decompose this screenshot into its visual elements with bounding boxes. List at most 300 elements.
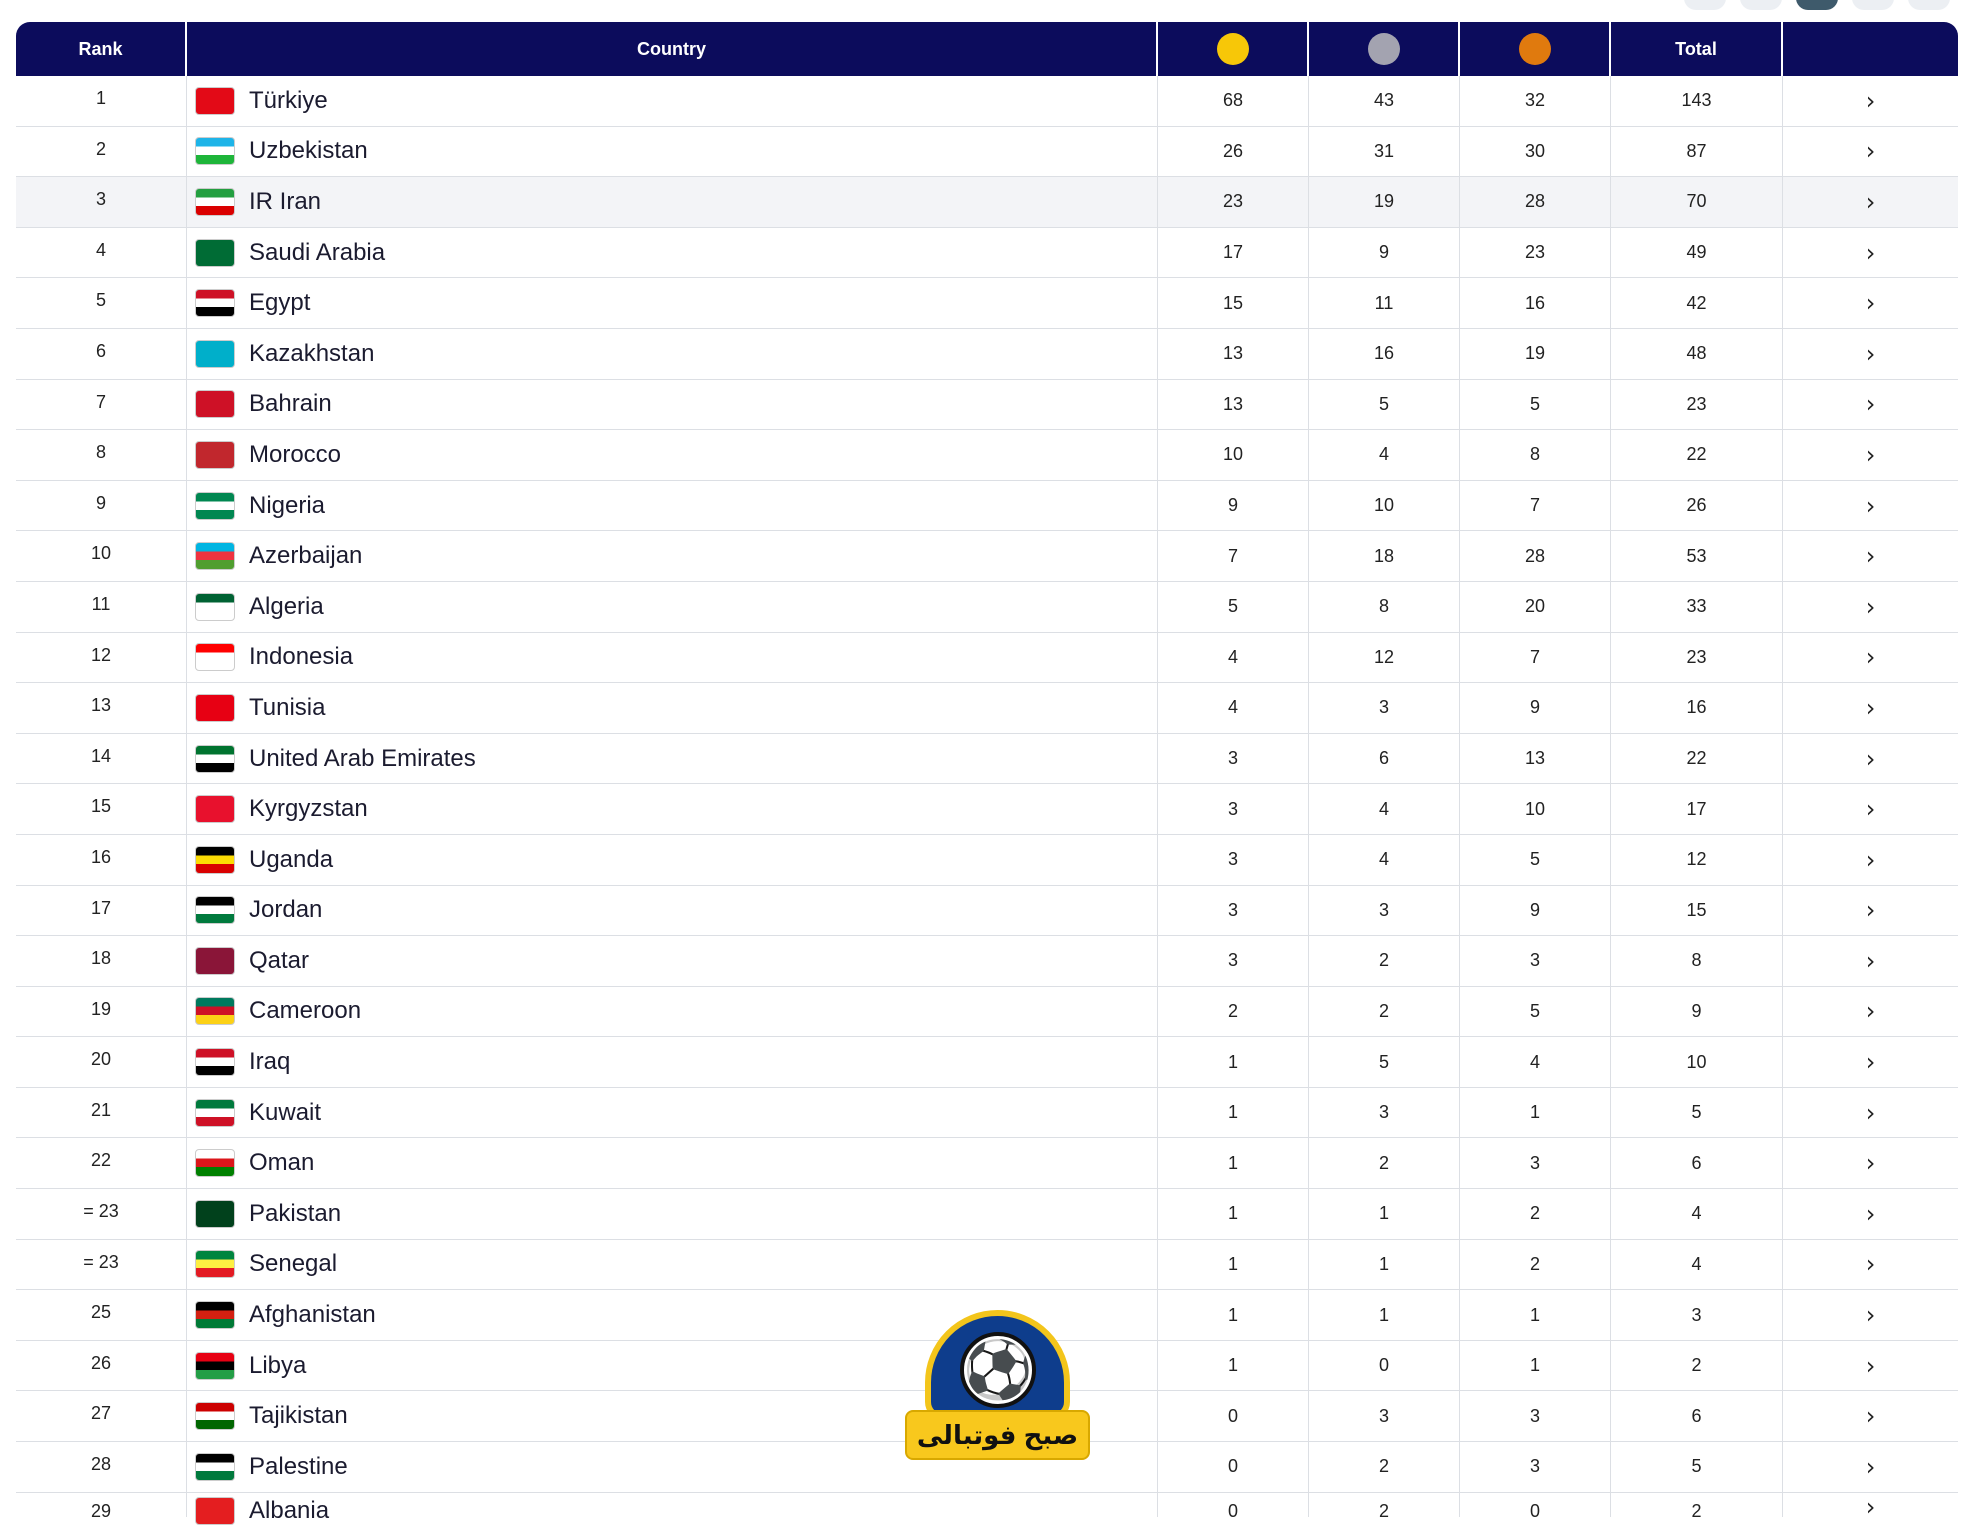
rank-cell: = 23 <box>16 1240 187 1290</box>
country-name: United Arab Emirates <box>249 744 476 772</box>
table-row[interactable] <box>16 784 1958 835</box>
rank-cell: 14 <box>16 734 187 784</box>
gold-cell: 1 <box>1158 1189 1309 1239</box>
total-cell: 143 <box>1611 76 1783 126</box>
gold-medal-icon <box>1217 33 1249 65</box>
silver-cell: 16 <box>1309 329 1460 379</box>
table-row[interactable] <box>16 1189 1958 1240</box>
silver-cell: 3 <box>1309 1088 1460 1138</box>
rank-cell: 7 <box>16 380 187 430</box>
gold-cell: 9 <box>1158 481 1309 531</box>
row-detail-button[interactable] <box>1783 1189 1958 1239</box>
flag-icon <box>195 1099 235 1127</box>
country-cell <box>187 481 1158 531</box>
total-cell: 5 <box>1611 1442 1783 1492</box>
country-name: Türkiye <box>249 86 328 114</box>
table-row[interactable] <box>16 1240 1958 1291</box>
rank-cell: 1 <box>16 76 187 126</box>
silver-cell: 2 <box>1309 936 1460 986</box>
silver-cell: 2 <box>1309 987 1460 1037</box>
flag-icon <box>195 1048 235 1076</box>
table-row[interactable] <box>16 987 1958 1038</box>
row-detail-button[interactable] <box>1783 228 1958 278</box>
total-cell: 6 <box>1611 1391 1783 1441</box>
country-cell <box>187 76 1158 126</box>
header-silver[interactable] <box>1309 22 1460 76</box>
gold-cell: 15 <box>1158 278 1309 328</box>
bronze-cell: 3 <box>1460 936 1611 986</box>
bronze-cell: 13 <box>1460 734 1611 784</box>
country-cell <box>187 278 1158 328</box>
gold-cell: 13 <box>1158 380 1309 430</box>
country-name: Senegal <box>249 1250 338 1278</box>
row-detail-button[interactable] <box>1783 76 1958 126</box>
flag-icon <box>195 1453 235 1481</box>
flag-icon <box>195 643 235 671</box>
country-name: Tajikistan <box>249 1402 348 1430</box>
total-cell: 10 <box>1611 1037 1783 1087</box>
silver-medal-icon <box>1368 33 1400 65</box>
bronze-cell: 16 <box>1460 278 1611 328</box>
silver-cell: 43 <box>1309 76 1460 126</box>
gold-cell: 0 <box>1158 1493 1309 1517</box>
country-cell <box>187 987 1158 1037</box>
bronze-cell: 9 <box>1460 683 1611 733</box>
gold-cell: 13 <box>1158 329 1309 379</box>
row-detail-button[interactable] <box>1783 683 1958 733</box>
gold-cell: 3 <box>1158 734 1309 784</box>
chevron-right-icon: › <box>1865 896 1876 925</box>
bronze-cell: 28 <box>1460 531 1611 581</box>
row-detail-button[interactable] <box>1783 1341 1958 1391</box>
flag-icon <box>195 1250 235 1278</box>
total-cell: 2 <box>1611 1493 1783 1517</box>
silver-cell: 18 <box>1309 531 1460 581</box>
flag-icon <box>195 390 235 418</box>
rank-cell: 4 <box>16 228 187 278</box>
gold-cell: 0 <box>1158 1391 1309 1441</box>
bronze-cell: 8 <box>1460 430 1611 480</box>
row-detail-button[interactable] <box>1783 1492 1958 1521</box>
total-cell: 87 <box>1611 127 1783 177</box>
flag-icon <box>195 188 235 216</box>
silver-cell: 1 <box>1309 1189 1460 1239</box>
total-cell: 4 <box>1611 1189 1783 1239</box>
chevron-right-icon: › <box>1865 997 1876 1026</box>
bronze-cell: 1 <box>1460 1290 1611 1340</box>
row-detail-button[interactable] <box>1783 1442 1958 1492</box>
table-row[interactable] <box>16 481 1958 532</box>
rank-cell: 18 <box>16 936 187 986</box>
silver-cell: 1 <box>1309 1240 1460 1290</box>
country-cell <box>187 1189 1158 1239</box>
country-cell <box>187 430 1158 480</box>
table-row[interactable] <box>16 531 1958 582</box>
table-row[interactable] <box>16 127 1958 178</box>
header-country[interactable]: Country <box>187 22 1158 76</box>
chevron-right-icon: › <box>1865 592 1876 621</box>
header-spacer <box>1783 22 1958 76</box>
country-name: Azerbaijan <box>249 542 363 570</box>
page-button[interactable] <box>1684 0 1726 10</box>
silver-cell: 11 <box>1309 278 1460 328</box>
rank-cell: 16 <box>16 835 187 885</box>
chevron-right-icon: › <box>1865 1452 1876 1481</box>
gold-cell: 10 <box>1158 430 1309 480</box>
country-name: Egypt <box>249 289 311 317</box>
country-name: Uzbekistan <box>249 137 368 165</box>
rank-cell: 12 <box>16 633 187 683</box>
table-row[interactable] <box>16 1138 1958 1189</box>
country-cell <box>187 380 1158 430</box>
country-cell <box>187 633 1158 683</box>
total-cell: 2 <box>1611 1341 1783 1391</box>
logo-text: صبح فوتبالی <box>905 1410 1090 1460</box>
total-cell: 4 <box>1611 1240 1783 1290</box>
rank-cell: 27 <box>16 1391 187 1441</box>
country-cell <box>187 835 1158 885</box>
total-cell: 22 <box>1611 430 1783 480</box>
row-detail-button[interactable] <box>1783 278 1958 328</box>
table-row[interactable] <box>16 430 1958 481</box>
silver-cell: 6 <box>1309 734 1460 784</box>
table-row[interactable] <box>16 380 1958 431</box>
row-detail-button[interactable] <box>1783 531 1958 581</box>
total-cell: 12 <box>1611 835 1783 885</box>
country-name: IR Iran <box>249 187 322 215</box>
table-body <box>16 76 1958 1493</box>
row-detail-button[interactable] <box>1783 936 1958 986</box>
flag-icon <box>195 1402 235 1430</box>
rank-cell: 8 <box>16 430 187 480</box>
chevron-right-icon: › <box>1865 1098 1876 1127</box>
row-detail-button[interactable] <box>1783 633 1958 683</box>
country-cell <box>187 177 1158 227</box>
gold-cell: 4 <box>1158 683 1309 733</box>
bronze-cell: 9 <box>1460 886 1611 936</box>
country-cell <box>187 784 1158 834</box>
row-detail-button[interactable] <box>1783 886 1958 936</box>
bronze-cell: 0 <box>1460 1493 1611 1517</box>
silver-cell: 9 <box>1309 228 1460 278</box>
gold-cell: 68 <box>1158 76 1309 126</box>
country-name: Indonesia <box>249 643 354 671</box>
flag-icon <box>195 795 235 823</box>
row-detail-button[interactable] <box>1783 481 1958 531</box>
rank-cell: 9 <box>16 481 187 531</box>
row-detail-button[interactable] <box>1783 1088 1958 1138</box>
rank-cell: 3 <box>16 177 187 227</box>
table-row[interactable] <box>16 582 1958 633</box>
bronze-cell: 19 <box>1460 329 1611 379</box>
header-gold[interactable] <box>1158 22 1309 76</box>
chevron-right-icon: › <box>1865 1250 1876 1279</box>
total-cell: 6 <box>1611 1138 1783 1188</box>
table-row[interactable] <box>16 936 1958 987</box>
rank-cell: 2 <box>16 127 187 177</box>
total-cell: 26 <box>1611 481 1783 531</box>
flag-icon <box>195 289 235 317</box>
country-cell <box>187 329 1158 379</box>
bronze-cell: 2 <box>1460 1189 1611 1239</box>
bronze-cell: 3 <box>1460 1391 1611 1441</box>
table-row[interactable] <box>16 329 1958 380</box>
chevron-right-icon: › <box>1865 795 1876 824</box>
rank-cell: 29 <box>16 1493 187 1517</box>
chevron-right-icon: › <box>1865 946 1876 975</box>
chevron-right-icon: › <box>1865 1402 1876 1431</box>
gold-cell: 1 <box>1158 1088 1309 1138</box>
row-detail-button[interactable] <box>1783 734 1958 784</box>
bronze-cell: 2 <box>1460 1240 1611 1290</box>
page-button[interactable] <box>1740 0 1782 10</box>
gold-cell: 4 <box>1158 633 1309 683</box>
silver-cell: 1 <box>1309 1290 1460 1340</box>
chevron-right-icon: › <box>1865 238 1876 267</box>
chevron-right-icon: › <box>1865 1351 1876 1380</box>
flag-icon <box>195 593 235 621</box>
chevron-right-icon: › <box>1865 1199 1876 1228</box>
bronze-cell: 20 <box>1460 582 1611 632</box>
bronze-medal-icon <box>1519 33 1551 65</box>
table-row[interactable] <box>16 835 1958 886</box>
silver-cell: 2 <box>1309 1493 1460 1517</box>
total-cell: 22 <box>1611 734 1783 784</box>
total-cell: 5 <box>1611 1088 1783 1138</box>
flag-icon <box>195 340 235 368</box>
silver-cell: 8 <box>1309 582 1460 632</box>
soccer-ball-icon: ⚽ <box>960 1332 1036 1408</box>
total-cell: 49 <box>1611 228 1783 278</box>
chevron-right-icon: › <box>1865 542 1876 571</box>
gold-cell: 3 <box>1158 784 1309 834</box>
bronze-cell: 23 <box>1460 228 1611 278</box>
total-cell: 16 <box>1611 683 1783 733</box>
flag-icon <box>195 846 235 874</box>
row-detail-button[interactable] <box>1783 1240 1958 1290</box>
page-button[interactable] <box>1852 0 1894 10</box>
flag-icon <box>195 542 235 570</box>
flag-icon <box>195 745 235 773</box>
gold-cell: 3 <box>1158 936 1309 986</box>
country-name: Uganda <box>249 845 334 873</box>
total-cell: 9 <box>1611 987 1783 1037</box>
rank-cell: = 23 <box>16 1189 187 1239</box>
gold-cell: 1 <box>1158 1037 1309 1087</box>
row-detail-button[interactable] <box>1783 1037 1958 1087</box>
country-name: Nigeria <box>249 491 326 519</box>
silver-cell: 19 <box>1309 177 1460 227</box>
chevron-right-icon: › <box>1865 137 1876 166</box>
page-button[interactable] <box>1908 0 1950 10</box>
bronze-cell: 30 <box>1460 127 1611 177</box>
country-name: Bahrain <box>249 390 332 418</box>
chevron-right-icon: › <box>1865 845 1876 874</box>
total-cell: 17 <box>1611 784 1783 834</box>
rank-cell: 17 <box>16 886 187 936</box>
table-row[interactable] <box>16 177 1958 228</box>
bronze-cell: 10 <box>1460 784 1611 834</box>
page-button-active[interactable] <box>1796 0 1838 10</box>
country-cell <box>187 1088 1158 1138</box>
bronze-cell: 32 <box>1460 76 1611 126</box>
silver-cell: 12 <box>1309 633 1460 683</box>
row-detail-button[interactable] <box>1783 177 1958 227</box>
flag-icon <box>195 1497 235 1525</box>
row-detail-button[interactable] <box>1783 1138 1958 1188</box>
country-name: Palestine <box>249 1452 348 1480</box>
total-cell: 15 <box>1611 886 1783 936</box>
bronze-cell: 1 <box>1460 1088 1611 1138</box>
gold-cell: 3 <box>1158 886 1309 936</box>
table-row[interactable] <box>16 734 1958 785</box>
country-cell <box>187 734 1158 784</box>
table-row[interactable] <box>16 76 1958 127</box>
silver-cell: 10 <box>1309 481 1460 531</box>
rank-cell: 10 <box>16 531 187 581</box>
row-detail-button[interactable] <box>1783 1290 1958 1340</box>
bronze-cell: 5 <box>1460 835 1611 885</box>
table-row[interactable] <box>16 278 1958 329</box>
flag-icon <box>195 694 235 722</box>
header-bronze[interactable] <box>1460 22 1611 76</box>
rank-cell: 6 <box>16 329 187 379</box>
country-name: Pakistan <box>249 1199 342 1227</box>
bronze-cell: 1 <box>1460 1341 1611 1391</box>
table-row[interactable] <box>16 228 1958 279</box>
flag-icon <box>195 441 235 469</box>
row-detail-button[interactable] <box>1783 127 1958 177</box>
gold-cell: 0 <box>1158 1442 1309 1492</box>
pagination <box>1684 0 1950 10</box>
bronze-cell: 7 <box>1460 633 1611 683</box>
country-cell <box>187 683 1158 733</box>
silver-cell: 2 <box>1309 1442 1460 1492</box>
flag-icon <box>195 1149 235 1177</box>
country-cell <box>187 1493 1158 1524</box>
table-row-partial[interactable] <box>16 1492 1958 1524</box>
row-detail-button[interactable] <box>1783 380 1958 430</box>
country-name: Morocco <box>249 440 342 468</box>
silver-cell: 3 <box>1309 886 1460 936</box>
flag-icon <box>195 87 235 115</box>
total-cell: 8 <box>1611 936 1783 986</box>
header-rank[interactable]: Rank <box>16 22 187 76</box>
flag-icon <box>195 1352 235 1380</box>
header-total[interactable]: Total <box>1611 22 1783 76</box>
country-name: Afghanistan <box>249 1301 376 1329</box>
row-detail-button[interactable] <box>1783 329 1958 379</box>
country-cell <box>187 1037 1158 1087</box>
gold-cell: 2 <box>1158 987 1309 1037</box>
country-cell <box>187 936 1158 986</box>
gold-cell: 3 <box>1158 835 1309 885</box>
country-name: Cameroon <box>249 997 362 1025</box>
rank-cell: 25 <box>16 1290 187 1340</box>
total-cell: 3 <box>1611 1290 1783 1340</box>
country-name: Libya <box>249 1351 307 1379</box>
rank-cell: 13 <box>16 683 187 733</box>
chevron-right-icon: › <box>1865 693 1876 722</box>
chevron-right-icon: › <box>1865 86 1876 115</box>
gold-cell: 1 <box>1158 1290 1309 1340</box>
bronze-cell: 3 <box>1460 1442 1611 1492</box>
gold-cell: 1 <box>1158 1341 1309 1391</box>
table-row[interactable] <box>16 633 1958 684</box>
table-row[interactable] <box>16 1037 1958 1088</box>
country-cell <box>187 127 1158 177</box>
silver-cell: 4 <box>1309 430 1460 480</box>
gold-cell: 7 <box>1158 531 1309 581</box>
table-row[interactable] <box>16 1088 1958 1139</box>
row-detail-button[interactable] <box>1783 582 1958 632</box>
country-name: Kazakhstan <box>249 339 375 367</box>
gold-cell: 23 <box>1158 177 1309 227</box>
gold-cell: 5 <box>1158 582 1309 632</box>
chevron-right-icon: › <box>1865 187 1876 216</box>
country-name: Tunisia <box>249 693 326 721</box>
country-name: Kuwait <box>249 1098 322 1126</box>
silver-cell: 4 <box>1309 835 1460 885</box>
table-row[interactable] <box>16 886 1958 937</box>
chevron-right-icon: › <box>1865 744 1876 773</box>
total-cell: 70 <box>1611 177 1783 227</box>
total-cell: 33 <box>1611 582 1783 632</box>
silver-cell: 5 <box>1309 380 1460 430</box>
rank-cell: 28 <box>16 1442 187 1492</box>
watermark-logo <box>905 1310 1090 1462</box>
total-cell: 23 <box>1611 633 1783 683</box>
country-name: Saudi Arabia <box>249 238 386 266</box>
silver-cell: 0 <box>1309 1341 1460 1391</box>
chevron-right-icon: › <box>1865 289 1876 318</box>
total-cell: 53 <box>1611 531 1783 581</box>
table-row[interactable] <box>16 683 1958 734</box>
table-header <box>16 22 1958 76</box>
flag-icon <box>195 1301 235 1329</box>
flag-icon <box>195 137 235 165</box>
country-name: Jordan <box>249 896 323 924</box>
flag-icon <box>195 896 235 924</box>
row-detail-button[interactable] <box>1783 835 1958 885</box>
chevron-right-icon: › <box>1865 643 1876 672</box>
gold-cell: 1 <box>1158 1240 1309 1290</box>
bronze-cell: 4 <box>1460 1037 1611 1087</box>
bronze-cell: 5 <box>1460 987 1611 1037</box>
flag-icon <box>195 492 235 520</box>
silver-cell: 2 <box>1309 1138 1460 1188</box>
row-detail-button[interactable] <box>1783 430 1958 480</box>
chevron-right-icon: › <box>1865 440 1876 469</box>
total-cell: 42 <box>1611 278 1783 328</box>
chevron-right-icon: › <box>1865 390 1876 419</box>
flag-icon <box>195 997 235 1025</box>
rank-cell: 5 <box>16 278 187 328</box>
country-name: Qatar <box>249 946 310 974</box>
chevron-right-icon: › <box>1865 491 1876 520</box>
rank-cell: 11 <box>16 582 187 632</box>
row-detail-button[interactable] <box>1783 784 1958 834</box>
country-cell <box>187 886 1158 936</box>
silver-cell: 3 <box>1309 683 1460 733</box>
row-detail-button[interactable] <box>1783 987 1958 1037</box>
row-detail-button[interactable] <box>1783 1391 1958 1441</box>
flag-icon <box>195 947 235 975</box>
country-cell <box>187 531 1158 581</box>
bronze-cell: 3 <box>1460 1138 1611 1188</box>
medal-table <box>16 22 1958 1524</box>
bronze-cell: 28 <box>1460 177 1611 227</box>
